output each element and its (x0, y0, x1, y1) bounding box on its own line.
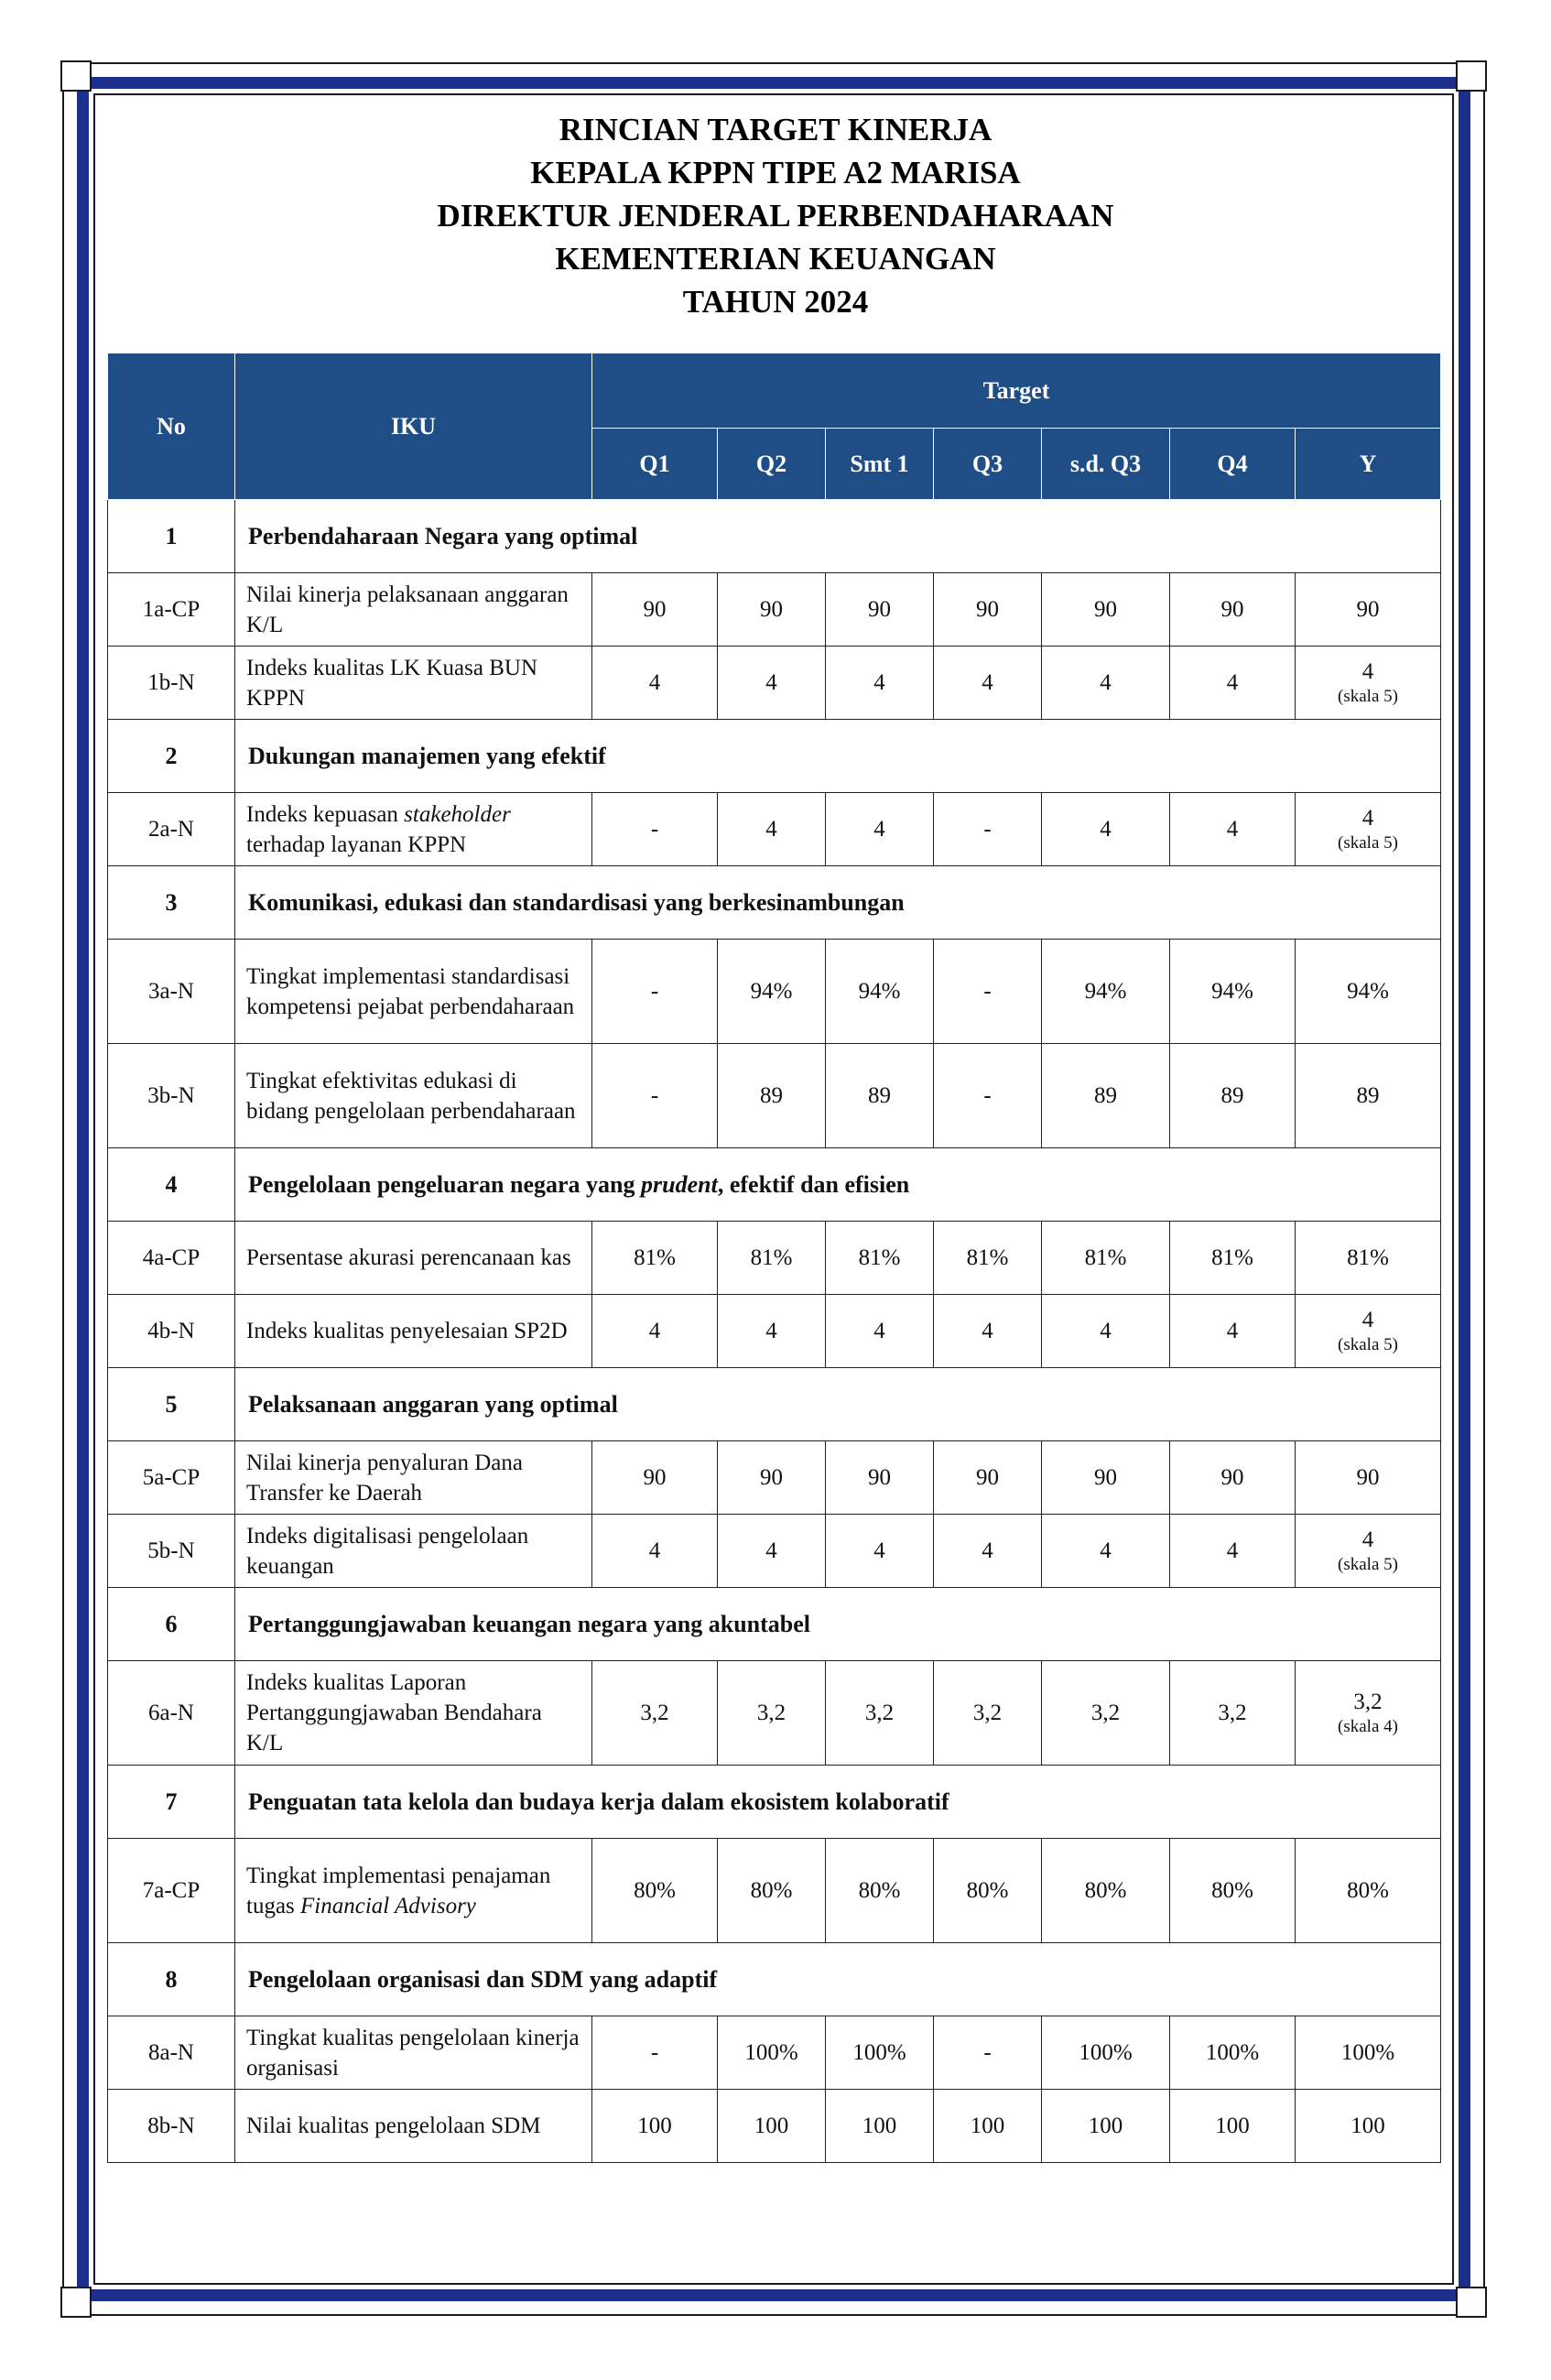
scale-note: (skala 5) (1338, 832, 1398, 853)
iku-code: 5b-N (108, 1515, 235, 1588)
section-number: 2 (108, 720, 235, 793)
section-row (108, 1148, 1441, 1222)
iku-row (108, 1222, 1441, 1295)
document-title (0, 108, 1551, 323)
iku-code: 3b-N (108, 1044, 235, 1148)
target-value (1296, 1295, 1441, 1368)
section-number: 5 (108, 1368, 235, 1441)
iku-row (108, 2016, 1441, 2090)
scale-note: (skala 5) (1338, 1334, 1398, 1354)
target-value-y: 4 (1361, 658, 1374, 684)
iku-description: Indeks kualitas LK Kuasa BUN KPPN (235, 647, 592, 720)
target-value: 89 (826, 1044, 934, 1148)
header-period: Q1 (592, 429, 718, 500)
target-value: 4 (1042, 1515, 1170, 1588)
target-value: - (934, 940, 1042, 1044)
header-period: Y (1296, 429, 1441, 500)
target-value: 4 (826, 1295, 934, 1368)
iku-code: 1b-N (108, 647, 235, 720)
target-value: 100 (718, 2090, 826, 2163)
header-period: Q4 (1170, 429, 1296, 500)
target-value: 3,2 (1042, 1661, 1170, 1766)
section-title: Dukungan manajemen yang efektif (235, 720, 1441, 793)
iku-row (108, 1441, 1441, 1515)
target-kinerja-table (107, 353, 1441, 2163)
target-value (1296, 1661, 1441, 1766)
target-value: 3,2 (1170, 1661, 1296, 1766)
target-value: 4 (1170, 793, 1296, 866)
iku-description: Nilai kinerja penyaluran Dana Transfer ke Daerah (235, 1441, 592, 1515)
target-value: 4 (1042, 647, 1170, 720)
section-row (108, 866, 1441, 940)
header-iku: IKU (235, 353, 592, 500)
section-title: Penguatan tata kelola dan budaya kerja dalam ekosistem kolaboratif (235, 1766, 1441, 1839)
target-value: 90 (592, 573, 718, 647)
section-number: 6 (108, 1588, 235, 1661)
iku-row (108, 793, 1441, 866)
target-value: 4 (826, 647, 934, 720)
header-period: Q2 (718, 429, 826, 500)
target-value: 100% (826, 2016, 934, 2090)
target-value: 90 (718, 573, 826, 647)
iku-code: 2a-N (108, 793, 235, 866)
target-value: 100% (718, 2016, 826, 2090)
target-value: 100 (1296, 2090, 1441, 2163)
header-period: Q3 (934, 429, 1042, 500)
iku-code: 4a-CP (108, 1222, 235, 1295)
header-no: No (108, 353, 235, 500)
target-value: 4 (934, 647, 1042, 720)
scale-note: (skala 5) (1338, 686, 1398, 706)
iku-row (108, 1295, 1441, 1368)
target-value: 90 (1296, 1441, 1441, 1515)
target-value: 94% (1042, 940, 1170, 1044)
target-value: 90 (1170, 1441, 1296, 1515)
iku-code: 8b-N (108, 2090, 235, 2163)
target-value: 81% (934, 1222, 1042, 1295)
target-value: 100 (1042, 2090, 1170, 2163)
section-number: 7 (108, 1766, 235, 1839)
target-value: 89 (1170, 1044, 1296, 1148)
iku-description: Indeks kepuasan stakeholder terhadap layanan KPPN (235, 793, 592, 866)
title-line: TAHUN 2024 (682, 284, 869, 320)
target-value: 81% (1042, 1222, 1170, 1295)
target-value: 81% (826, 1222, 934, 1295)
target-value: - (592, 2016, 718, 2090)
target-value: 4 (1170, 1295, 1296, 1368)
iku-code: 6a-N (108, 1661, 235, 1766)
iku-description: Nilai kinerja pelaksanaan anggaran K/L (235, 573, 592, 647)
target-value: 81% (718, 1222, 826, 1295)
target-value: 90 (934, 1441, 1042, 1515)
target-value: 4 (1170, 1515, 1296, 1588)
target-value (1296, 793, 1441, 866)
target-value: 81% (592, 1222, 718, 1295)
target-value: 94% (1170, 940, 1296, 1044)
section-row (108, 720, 1441, 793)
section-number: 4 (108, 1148, 235, 1222)
target-value: 4 (934, 1295, 1042, 1368)
target-value: 100 (826, 2090, 934, 2163)
iku-description: Tingkat implementasi standardisasi kompetensi pejabat perbendaharaan (235, 940, 592, 1044)
iku-description: Tingkat kualitas pengelolaan kinerja organisasi (235, 2016, 592, 2090)
target-value: 100% (1296, 2016, 1441, 2090)
section-title: Perbendaharaan Negara yang optimal (235, 500, 1441, 573)
target-value: 80% (934, 1839, 1042, 1943)
iku-description: Indeks kualitas Laporan Pertanggungjawaban Bendahara K/L (235, 1661, 592, 1766)
target-value: 94% (826, 940, 934, 1044)
section-title: Pelaksanaan anggaran yang optimal (235, 1368, 1441, 1441)
target-value: 90 (826, 1441, 934, 1515)
target-value: - (934, 2016, 1042, 2090)
target-value-y: 3,2 (1353, 1689, 1383, 1714)
target-value: 90 (826, 573, 934, 647)
iku-row (108, 1839, 1441, 1943)
target-value: 89 (1296, 1044, 1441, 1148)
target-value: 90 (592, 1441, 718, 1515)
iku-row (108, 1515, 1441, 1588)
target-value: 90 (934, 573, 1042, 647)
target-value-y: 4 (1361, 805, 1374, 831)
target-value: 100% (1170, 2016, 1296, 2090)
scale-note: (skala 5) (1338, 1554, 1398, 1574)
section-title: Pertanggungjawaban keuangan negara yang akuntabel (235, 1588, 1441, 1661)
iku-code: 5a-CP (108, 1441, 235, 1515)
target-value: 4 (718, 1295, 826, 1368)
target-value: 80% (592, 1839, 718, 1943)
target-value: 4 (826, 1515, 934, 1588)
target-value: 4 (826, 793, 934, 866)
iku-description: Indeks kualitas penyelesaian SP2D (235, 1295, 592, 1368)
target-value: 100 (592, 2090, 718, 2163)
target-value: 90 (1042, 573, 1170, 647)
target-value: 4 (1170, 647, 1296, 720)
scale-note: (skala 4) (1338, 1716, 1398, 1736)
target-value: 4 (934, 1515, 1042, 1588)
title-line: RINCIAN TARGET KINERJA (559, 112, 992, 147)
target-value (1296, 1515, 1441, 1588)
target-value: 4 (592, 647, 718, 720)
target-value: 4 (718, 793, 826, 866)
section-row (108, 1943, 1441, 2016)
iku-description: Tingkat implementasi penajaman tugas Financial Advisory (235, 1839, 592, 1943)
target-value: 81% (1296, 1222, 1441, 1295)
section-title: Pengelolaan organisasi dan SDM yang adaptif (235, 1943, 1441, 2016)
target-value: 80% (1170, 1839, 1296, 1943)
target-value: 3,2 (934, 1661, 1042, 1766)
target-value-y: 4 (1361, 1527, 1374, 1552)
border-corner-ornament (1456, 2287, 1487, 2318)
section-row (108, 1766, 1441, 1839)
iku-code: 7a-CP (108, 1839, 235, 1943)
section-row (108, 500, 1441, 573)
target-value: 4 (718, 647, 826, 720)
target-value: 3,2 (826, 1661, 934, 1766)
header-period: Smt 1 (826, 429, 934, 500)
header-target: Target (592, 353, 1441, 429)
target-value: 4 (1042, 1295, 1170, 1368)
target-value: 90 (718, 1441, 826, 1515)
target-value: - (592, 940, 718, 1044)
iku-row (108, 647, 1441, 720)
target-value: 4 (592, 1515, 718, 1588)
target-value: 80% (1296, 1839, 1441, 1943)
iku-description: Nilai kualitas pengelolaan SDM (235, 2090, 592, 2163)
iku-row (108, 940, 1441, 1044)
target-value: 100 (1170, 2090, 1296, 2163)
section-title: Pengelolaan pengeluaran negara yang prudent, efektif dan efisien (235, 1148, 1441, 1222)
iku-code: 8a-N (108, 2016, 235, 2090)
target-value: 90 (1170, 573, 1296, 647)
target-value: 89 (1042, 1044, 1170, 1148)
target-value-y: 4 (1361, 1307, 1374, 1332)
section-title: Komunikasi, edukasi dan standardisasi yang berkesinambungan (235, 866, 1441, 940)
target-value: 81% (1170, 1222, 1296, 1295)
section-number: 1 (108, 500, 235, 573)
iku-row (108, 2090, 1441, 2163)
section-row (108, 1368, 1441, 1441)
header-period: s.d. Q3 (1042, 429, 1170, 500)
target-value: 94% (1296, 940, 1441, 1044)
target-value (1296, 647, 1441, 720)
target-value: 4 (1042, 793, 1170, 866)
iku-description: Tingkat efektivitas edukasi di bidang pengelolaan perbendaharaan (235, 1044, 592, 1148)
target-value: 80% (718, 1839, 826, 1943)
iku-description: Persentase akurasi perencanaan kas (235, 1222, 592, 1295)
target-value: 3,2 (718, 1661, 826, 1766)
target-value: - (934, 1044, 1042, 1148)
target-value: 4 (718, 1515, 826, 1588)
target-value: 100% (1042, 2016, 1170, 2090)
target-value: 4 (592, 1295, 718, 1368)
iku-code: 3a-N (108, 940, 235, 1044)
border-corner-ornament (60, 60, 92, 92)
iku-description: Indeks digitalisasi pengelolaan keuangan (235, 1515, 592, 1588)
table-header (108, 353, 1441, 500)
target-value: - (592, 793, 718, 866)
target-value: 90 (1296, 573, 1441, 647)
iku-row (108, 573, 1441, 647)
iku-code: 1a-CP (108, 573, 235, 647)
target-value: 89 (718, 1044, 826, 1148)
target-value: 100 (934, 2090, 1042, 2163)
border-corner-ornament (60, 2287, 92, 2318)
section-number: 3 (108, 866, 235, 940)
table-body (108, 500, 1441, 2163)
border-corner-ornament (1456, 60, 1487, 92)
section-number: 8 (108, 1943, 235, 2016)
title-line: KEMENTERIAN KEUANGAN (555, 241, 996, 277)
target-value: 80% (826, 1839, 934, 1943)
title-line: DIREKTUR JENDERAL PERBENDAHARAAN (437, 198, 1114, 234)
section-row (108, 1588, 1441, 1661)
target-value: 94% (718, 940, 826, 1044)
target-value: - (592, 1044, 718, 1148)
iku-row (108, 1044, 1441, 1148)
title-line: KEPALA KPPN TIPE A2 MARISA (530, 155, 1021, 190)
iku-code: 4b-N (108, 1295, 235, 1368)
target-value: 90 (1042, 1441, 1170, 1515)
target-value: - (934, 793, 1042, 866)
target-value: 80% (1042, 1839, 1170, 1943)
iku-row (108, 1661, 1441, 1766)
target-value: 3,2 (592, 1661, 718, 1766)
